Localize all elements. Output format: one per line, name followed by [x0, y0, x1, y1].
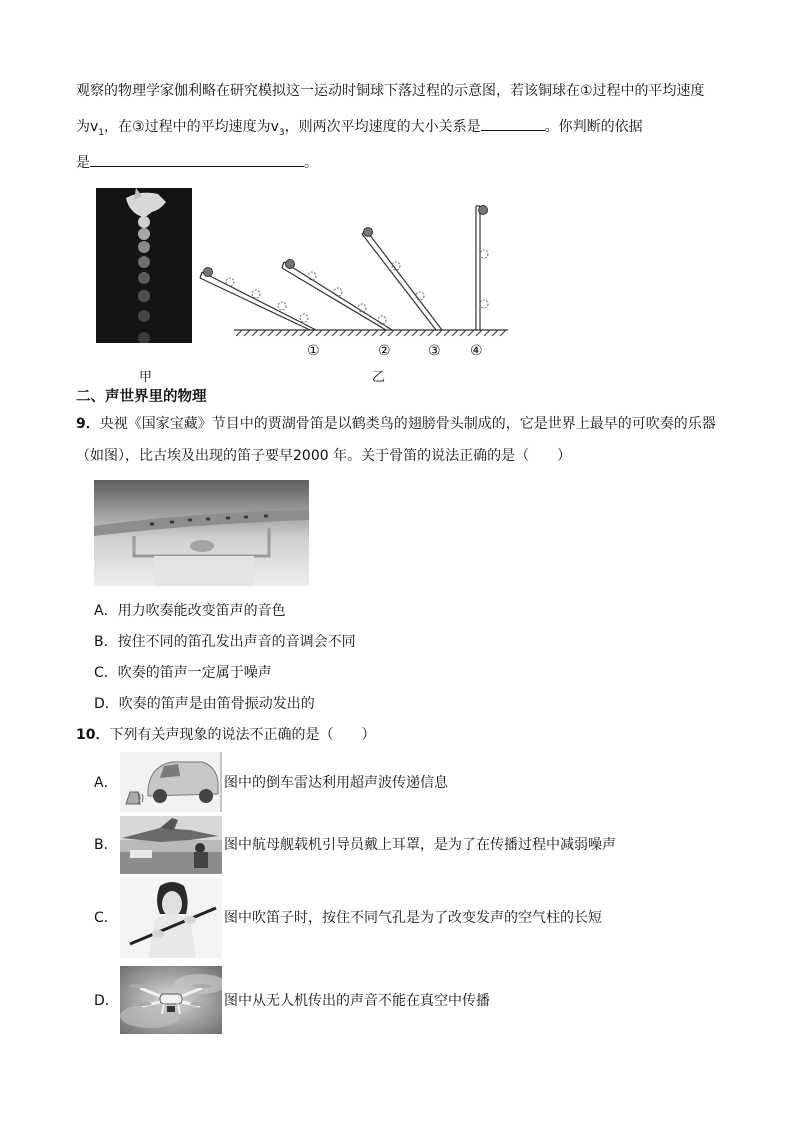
q8-text-period: 。 — [304, 155, 318, 171]
q8-text-shi: 是 — [76, 155, 90, 171]
v3-subscript: 3 — [278, 127, 285, 138]
q10-option-a-text[interactable]: 图中的倒车雷达利用超声波传递信息 — [224, 775, 448, 791]
q9-option-c[interactable]: C．吹奏的笛声一定属于噪声 — [94, 665, 272, 681]
ramp-label-1: ① — [307, 343, 320, 359]
q8-text-basis: 。你判断的依据 — [544, 119, 643, 135]
q9-option-b[interactable]: B．按住不同的笛孔发出声音的音调会不同 — [94, 634, 356, 650]
drone-photo — [120, 966, 222, 1034]
q10-stem-text: 下列有关声现象的说法不正确的是（ ） — [109, 727, 376, 743]
section-2-title: 二、声世界里的物理 — [76, 389, 207, 405]
figure-jia-caption: 甲 — [139, 370, 153, 385]
q10-option-c-text[interactable]: 图中吹笛子时，按住不同气孔是为了改变发声的空气柱的长短 — [224, 910, 602, 926]
q8-text-v1-prefix: 为v — [76, 119, 99, 135]
q8-line-3 — [76, 152, 318, 174]
q10-option-d-letter[interactable]: D． — [94, 993, 119, 1009]
q10-option-b-text[interactable]: 图中航母舰载机引导员戴上耳罩，是为了在传播过程中减弱噪声 — [224, 837, 616, 853]
inclined-planes-diagram — [196, 196, 516, 366]
figure-yi-caption: 乙 — [372, 370, 386, 385]
q8-line-1: 观察的物理学家伽利略在研究模拟这一运动时铜球下落过程的示意图，若该铜球在①过程中的平均速度 — [76, 83, 705, 99]
ramp-label-4: ④ — [470, 343, 483, 359]
ramp-label-2: ② — [378, 343, 391, 359]
q10-stem-line — [76, 724, 375, 746]
aircraft-carrier-photo — [120, 816, 222, 874]
q9-stem-line-1 — [76, 413, 716, 435]
basis-answer-blank[interactable] — [90, 152, 304, 167]
q10-option-b-letter[interactable]: B． — [94, 837, 118, 853]
flute-player-photo — [120, 878, 222, 958]
q10-number: 10． — [76, 727, 110, 743]
q9-option-a[interactable]: A．用力吹奏能改变笛声的音色 — [94, 603, 286, 619]
q9-option-d[interactable]: D．吹奏的笛声是由笛骨振动发出的 — [94, 696, 315, 712]
falling-ball-photo — [96, 188, 192, 343]
v1-subscript: 1 — [98, 127, 105, 138]
q10-option-c-letter[interactable]: C． — [94, 910, 118, 926]
q10-option-a-letter[interactable]: A． — [94, 775, 118, 791]
q9-stem-line-2: （如图），比古埃及出现的笛子要早2000 年。关于骨笛的说法正确的是（ ） — [76, 448, 572, 464]
car-radar-photo — [120, 752, 222, 812]
q9-stem-text: 央视《国家宝藏》节目中的贾湖骨笛是以鹤类鸟的翅膀骨头制成的，它是世界上最早的可吹奏的乐器 — [99, 416, 716, 432]
q8-line-2 — [76, 116, 643, 144]
relation-answer-blank[interactable] — [481, 116, 545, 131]
q9-number: 9． — [76, 416, 100, 432]
q10-option-d-text[interactable]: 图中从无人机传出的声音不能在真空中传播 — [224, 993, 490, 1009]
q8-text-relation: ，则两次平均速度的大小关系是 — [284, 119, 481, 135]
bone-flute-photo — [94, 480, 309, 586]
ramp-label-3: ③ — [428, 343, 441, 359]
q8-text-mid: ，在③过程中的平均速度为v — [104, 119, 279, 135]
